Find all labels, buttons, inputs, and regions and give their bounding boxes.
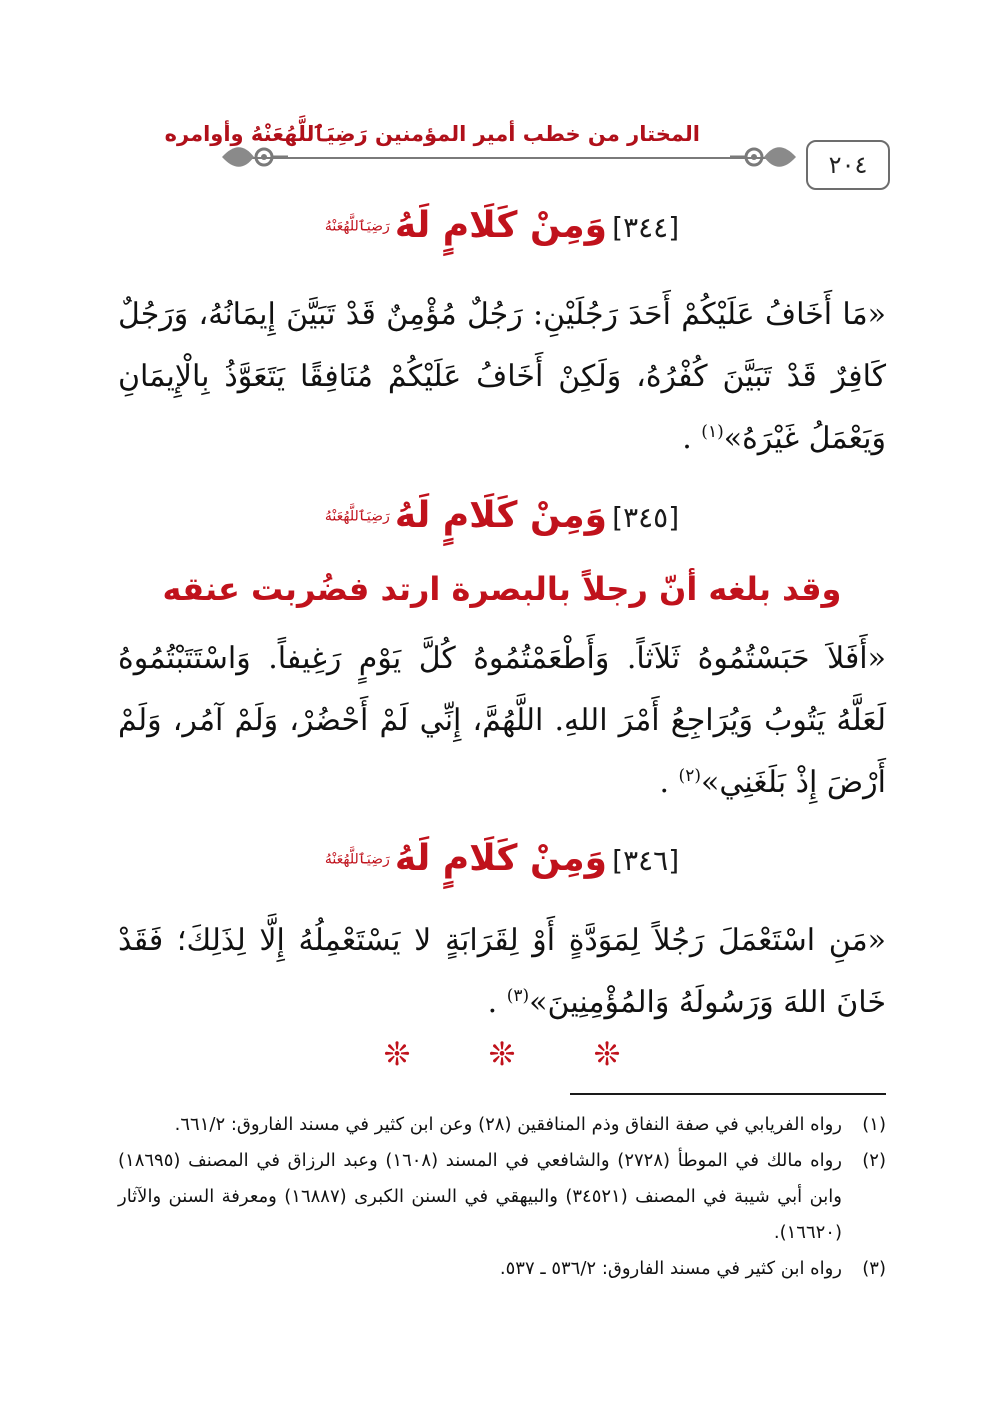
section-number: [٣٤٦] bbox=[612, 844, 680, 877]
quote-text: «أَفَلاَ حَبَسْتُمُوهُ ثَلاَثاً. وَأَطْعَمْتُمُوهُ كُلَّ يَوْمٍ رَغِيفاً. وَاسْتَتَبْتُمُوهُ لَعَلَّهُ يَتُوبُ وَيُرَاجِعُ أَمْرَ اللهِ. اللَّهُمَّ، إِنِّي لَمْ أَحْضُرْ، وَلَمْ آمُر، وَلَمْ أَرْضَ إِذْ بَلَغَنِي» bbox=[118, 641, 886, 800]
running-header bbox=[120, 118, 890, 188]
footnote-item bbox=[118, 1107, 886, 1143]
section-subheading: وقد بلغه أنّ رجلاً بالبصرة ارتد فضُربت عنقه bbox=[162, 570, 842, 608]
section-text-346: «مَنِ اسْتَعْمَلَ رَجُلاً لِمَوَدَّةٍ أَوْ لِقَرَابَةٍ لا يَسْتَعْمِلُهُ إِلَّا لِذَلِكَ؛ فَقَدْ خَانَ اللهَ وَرَسُولَهُ وَالمُؤْمِنِينَ»$^{(٣)}$ . bbox=[118, 923, 886, 1020]
honorific: رَضِيَٱللَّهُعَنْهُ bbox=[324, 218, 390, 235]
header-title: المختار من خطب أمير المؤمنين رَضِيَٱللَّهُعَنْهُ وأوامره bbox=[164, 122, 700, 146]
star-icon: ❊ bbox=[383, 1035, 411, 1073]
ornament-left-icon bbox=[220, 138, 290, 176]
section-text-345: «أَفَلاَ حَبَسْتُمُوهُ ثَلاَثاً. وَأَطْعَمْتُمُوهُ كُلَّ يَوْمٍ رَغِيفاً. وَاسْتَتَبْتُمُوهُ لَعَلَّهُ يَتُوبُ وَيُرَاجِعُ أَمْرَ اللهِ. اللَّهُمَّ، إِنِّي لَمْ أَحْضُرْ، وَلَمْ آمُر، وَلَمْ أَرْضَ إِذْ بَلَغَنِي»$^{(٢)}$ . bbox=[118, 641, 886, 800]
section-heading-344 bbox=[0, 205, 1004, 246]
section-phrase: وَمِنْ كَلَامٍ لَهُ bbox=[394, 838, 608, 879]
header-rule bbox=[235, 157, 770, 159]
footnote-text: رواه مالك في الموطأ (٢٧٢٨) والشافعي في المسند (١٦٠٨) وعبد الرزاق في المصنف (١٨٦٩٥) وابن أبي شيبة في المصنف (٣٤٥٢١) والبيهقي في السنن الكبرى (١٦٨٨٧) ومعرفة السنن والآثار (١٦٦٢٠). bbox=[118, 1150, 842, 1243]
section-heading-345 bbox=[0, 495, 1004, 536]
footnote-text: رواه ابن كثير في مسند الفاروق: ٥٣٦/٢ ـ ٥٣٧. bbox=[499, 1258, 842, 1279]
section-separator-stars bbox=[0, 1035, 1004, 1073]
section-phrase: وَمِنْ كَلَامٍ لَهُ bbox=[394, 495, 608, 536]
footnote-ref: (٣) bbox=[506, 986, 530, 1006]
footnote-ref: (١) bbox=[701, 422, 724, 442]
honorific: رَضِيَٱللَّهُعَنْهُ bbox=[324, 508, 390, 525]
footnote-number: (٢) bbox=[862, 1150, 886, 1171]
footnote-rule bbox=[570, 1093, 886, 1095]
section-phrase: وَمِنْ كَلَامٍ لَهُ bbox=[394, 205, 608, 246]
star-icon: ❊ bbox=[488, 1035, 516, 1073]
quote-text: «مَنِ اسْتَعْمَلَ رَجُلاً لِمَوَدَّةٍ أَوْ لِقَرَابَةٍ لا يَسْتَعْمِلُهُ إِلَّا لِذَلِكَ؛ فَقَدْ خَانَ اللهَ وَرَسُولَهُ وَالمُؤْمِنِينَ» bbox=[118, 923, 886, 1020]
section-heading-346 bbox=[0, 838, 1004, 879]
footnote-number: (٣) bbox=[862, 1258, 886, 1279]
footnote-ref: (٢) bbox=[678, 766, 701, 786]
footnote-text: رواه الفريابي في صفة النفاق وذم المنافقين (٢٨) وعن ابن كثير في مسند الفاروق: ٦٦١/٢. bbox=[174, 1114, 842, 1135]
section-number: [٣٤٥] bbox=[612, 501, 680, 534]
footnote-number: (١) bbox=[862, 1114, 886, 1135]
section-text-344: «مَا أَخَافُ عَلَيْكُمْ أَحَدَ رَجُلَيْنِ: رَجُلٌ مُؤْمِنٌ قَدْ تَبَيَّنَ إِيمَانُهُ، وَرَجُلٌ كَافِرٌ قَدْ تَبَيَّنَ كُفْرُهُ، وَلَكِنْ أَخَافُ عَلَيْكُمْ مُنَافِقًا يَتَعَوَّذُ بِالْإِيمَانِ وَيَعْمَلُ غَيْرَهُ»$^{(١)}$ . bbox=[118, 297, 886, 456]
honorific: رَضِيَٱللَّهُعَنْهُ bbox=[324, 851, 390, 868]
quote-text: «مَا أَخَافُ عَلَيْكُمْ أَحَدَ رَجُلَيْنِ: رَجُلٌ مُؤْمِنٌ قَدْ تَبَيَّنَ إِيمَانُهُ، وَرَجُلٌ كَافِرٌ قَدْ تَبَيَّنَ كُفْرُهُ، وَلَكِنْ أَخَافُ عَلَيْكُمْ مُنَافِقًا يَتَعَوَّذُ بِالْإِيمَانِ وَيَعْمَلُ غَيْرَهُ» bbox=[118, 297, 886, 456]
footnote-item bbox=[118, 1143, 886, 1251]
section-number: [٣٤٤] bbox=[612, 211, 680, 244]
ornament-right-icon bbox=[728, 138, 798, 176]
page-number: ٢٠٤ bbox=[806, 140, 890, 190]
footnotes bbox=[118, 1107, 886, 1287]
star-icon: ❊ bbox=[593, 1035, 621, 1073]
footnote-item bbox=[118, 1251, 886, 1287]
